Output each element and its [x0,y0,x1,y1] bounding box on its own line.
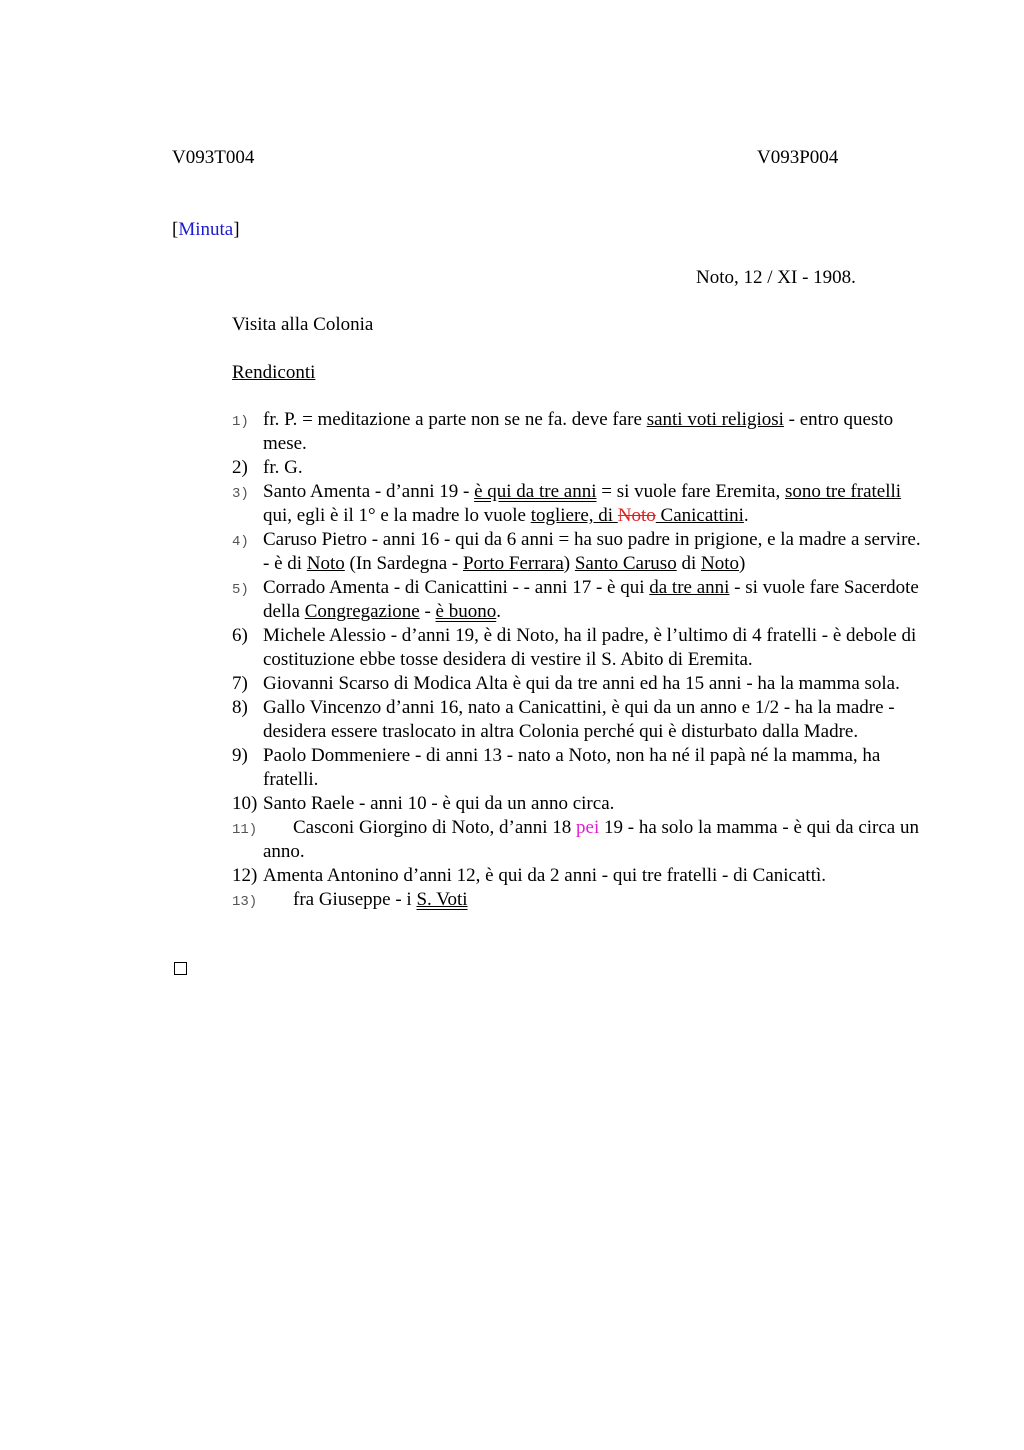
item-text: Santo Raele - anni 10 - è qui da un anno circa. [263,793,615,814]
item-text: Paolo Dommeniere - di anni 13 - nato a Noto, non ha né il papà né la mamma, ha fratelli. [263,745,881,790]
underlined-text: Santo Caruso [574,553,677,574]
underlined-text: Noto [700,553,739,574]
item-text: - entro questo mese. [263,409,894,454]
item-number: 6) [232,625,248,646]
list-item [232,696,922,744]
item-text: qui, egli è il 1° e la madre lo vuole [263,505,531,526]
double-underlined-text: S. Voti [416,889,468,910]
item-text: Santo Amenta - d’anni 19 - [263,481,475,502]
document-code-right: V093P004 [757,147,839,168]
underlined-text: togliere, di [530,505,618,526]
item-text: . [496,601,501,622]
item-number: 12) [232,865,258,886]
item-text: Michele Alessio - d’anni 19, è di Noto, ha il padre, è l’ultimo di 4 fratelli - è debole di costituzione ebbe tosse desidera di vestire il S. Abito di Eremita. [263,625,917,670]
item-number: 8) [232,697,248,718]
double-underlined-text: è buono [435,601,497,622]
list-item [232,816,922,864]
underlined-text: Porto Ferrara [462,553,564,574]
item-number: 1) [232,414,249,430]
item-number: 5) [232,582,249,598]
pink-text: pei [576,817,600,838]
item-text: Giovanni Scarso di Modica Alta è qui da tre anni ed ha 15 anni - ha la mamma sola. [263,673,900,694]
item-text: . [743,505,749,526]
item-number: 9) [232,745,248,766]
list-item [232,408,922,456]
bracket-open: [ [172,219,179,240]
list-item [232,888,922,912]
item-text: di [676,553,701,574]
minuta-word: Minuta [178,219,234,240]
item-number: 11) [232,822,258,838]
list-item [232,576,922,624]
item-text: Gallo Vincenzo d’anni 16, nato a Canicattini, è qui da un anno e 1/2 - ha la madre - desidera essere traslocato in altra Colonia perché qui è disturbato dalla Madre. [263,697,895,742]
list-item [232,528,922,576]
item-text: 19 - ha solo la mamma - è qui da circa un anno. [263,817,919,862]
underlined-text: santi voti religiosi [646,409,784,430]
item-number: 7) [232,673,248,694]
item-number: 2) [232,457,248,478]
item-number: 13) [232,894,258,910]
item-text: fr. P. = meditazione a parte non se ne fa. deve fare [263,409,647,430]
list-item [232,624,922,672]
item-number: 3) [232,486,249,502]
underlined-text: Noto [306,553,345,574]
list-item [232,864,922,888]
item-text: fr. G. [263,457,303,478]
underlined-text: sono tre fratelli [785,481,902,502]
item-text: Amenta Antonino d’anni 12, è qui da 2 anni - qui tre fratelli - di Canicattì. [263,865,826,886]
letter-date: Noto, 12 / XI - 1908. [696,267,856,288]
item-number: 4) [232,534,249,550]
item-text: - si vuole fare Sacerdote della [263,577,919,622]
item-text: ) [738,553,746,574]
list-item [232,456,922,480]
item-text: fra Giuseppe - i [293,889,417,910]
underlined-text: Congregazione [304,601,420,622]
list-item [232,792,922,816]
letter-subject: Visita alla Colonia [232,314,374,335]
item-text: Corrado Amenta - di Canicattini - - anni 17 - è qui [263,577,650,598]
list-item [232,480,922,528]
struck-text: Noto [617,505,656,526]
item-text: Caruso Pietro - anni 16 - qui da 6 anni = ha suo padre in prigione, e la madre a servire. - è di [263,529,921,574]
list-item [232,672,922,696]
item-text: Casconi Giorgino di Noto, d’anni 18 [293,817,577,838]
end-box-icon [174,962,187,975]
item-text: = si vuole fare Eremita, [596,481,785,502]
item-text: - [419,601,436,622]
section-title: Rendiconti [232,362,316,383]
minuta-label [172,218,240,242]
underlined-text: da tre anni [649,577,730,598]
bracket-close: ] [233,219,240,240]
item-text: (In Sardegna - [344,553,463,574]
report-list [232,408,922,912]
item-number: 10) [232,793,258,814]
document-code-left: V093T004 [172,147,255,168]
double-underlined-text: è qui da tre anni [474,481,597,502]
item-text: ) [563,553,575,574]
underlined-text: Canicattini [655,505,744,526]
list-item [232,744,922,792]
